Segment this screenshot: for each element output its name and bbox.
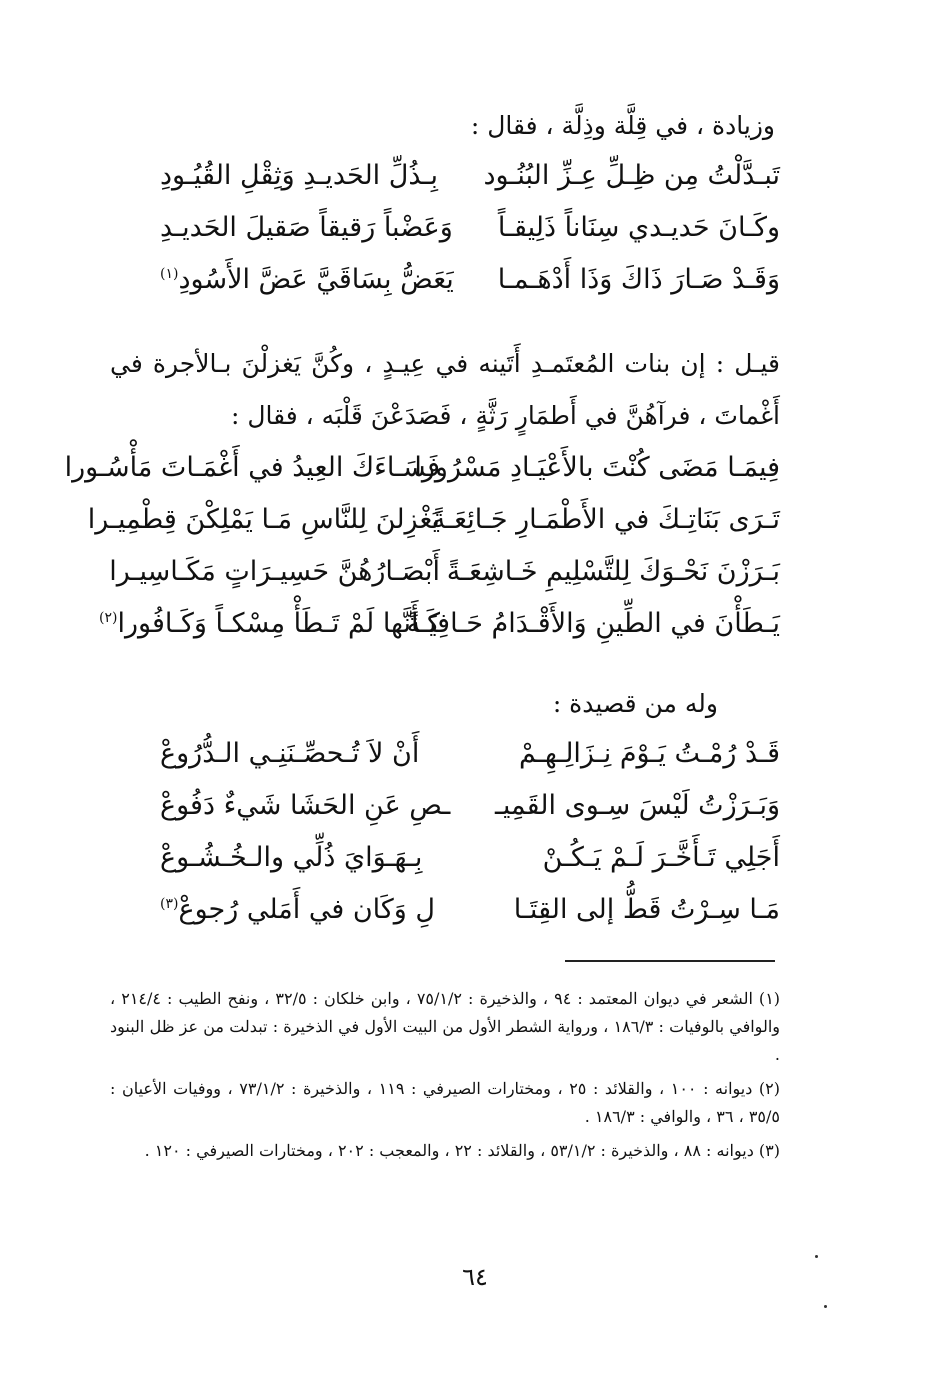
first-hemistich: أَجَلِي تَـأَخَّـرَ لَـمْ يَـكُـنْ bbox=[542, 842, 780, 873]
footnote: (٢) ديوانه : ١٠٠ ، والقلائد : ٢٥ ، ومختارات الصيرفي : ١١٩ ، والذخيرة : ٧٣/١/٢ ، ووفيات الأعيان : ٣٥/٥ ، ٣٦ ، والوافي : ١٨٦/٣ . bbox=[110, 1079, 781, 1126]
second-hemistich: يَغْزِلنَ لِلنَّاسِ مَـا يَمْلِكْنَ قِطْمِيـرا bbox=[87, 504, 440, 535]
second-hemistich: ـصِ عَنِ الحَشَا شَيءٌ دَفُوعْ bbox=[160, 790, 451, 821]
verse-line bbox=[110, 790, 780, 842]
second-hemistich bbox=[160, 894, 490, 925]
first-hemistich: تَـرَى بَنَاتِـكَ في الأَطْمَـارِ جَـائِعَـةً bbox=[431, 504, 780, 535]
narrative-paragraph: قيـل : إن بنات المُعتَمـدِ أَتَينه في عِيـدٍ ، وكُنَّ يَغزلْنَ بـالأجرة في أَغْماتَ ، فرآهُنَّ في أَطمَارٍ رَثَّةٍ ، فَصَدَعْنَ قَلْبَه ، فقال : bbox=[110, 349, 780, 430]
hemistich-text: لِ وَكَان في أَمَلي رُجوعْ bbox=[178, 894, 435, 925]
first-hemistich: بَـرَزْنَ نَحْـوَكَ لِلتَّسْلِيمِ خَـاشِعَـةً bbox=[446, 556, 780, 587]
first-hemistich: وَبَـرَزْتُ لَيْسَ سِـوى القَمِيـ bbox=[494, 790, 780, 821]
scan-speck bbox=[815, 1255, 818, 1258]
footnote: (٣) ديوانه : ٨٨ ، والذخيرة : ٥٣/١/٢ ، والقلائد : ٢٢ ، والمعجب : ٢٠٢ ، ومختارات الصيرفي : ١٢٠ . bbox=[144, 1141, 780, 1160]
verse-line bbox=[87, 504, 780, 556]
first-hemistich: وكَـانَ حَديـدي سِنَاناً ذَلِيقـاً bbox=[497, 212, 780, 243]
footnote-marker: (٢) bbox=[99, 610, 118, 626]
second-hemistich bbox=[160, 264, 490, 295]
verse-line bbox=[110, 894, 780, 946]
first-hemistich: تَبـدَّلْتُ مِن ظِـلِّ عِـزِّ البُنُـود bbox=[483, 160, 780, 191]
first-hemistich: يَـطَأْنَ في الطِّينِ وَالأَقْـدَامُ حَـافِيَـةً bbox=[406, 608, 780, 639]
second-hemistich: وَعَضْباً رَقيقاً صَقيلَ الحَديـدِ bbox=[160, 212, 453, 243]
footnotes bbox=[110, 985, 780, 1171]
verse-line bbox=[99, 608, 780, 660]
poem-3 bbox=[110, 738, 780, 946]
footnote: (١) الشعر في ديوان المعتمد : ٩٤ ، والذخيرة : ٧٥/١/٢ ، وابن خلكان : ٣٢/٥ ، ونفح الطيب : ٢١٤/٤ ، والوافي بالوفيات : ١٨٦/٣ ، ورواية الشطر الأول من البيت الأول في الذخيرة : تبدلت من عز ظل البنود . bbox=[110, 989, 781, 1064]
second-hemistich bbox=[99, 608, 440, 639]
scan-speck bbox=[824, 1305, 827, 1308]
poem-intro: وله من قصيدة : bbox=[552, 689, 718, 718]
first-hemistich: فِيمَـا مَضَى كُنْتَ بالأَعْيَـادِ مَسْرُورا bbox=[414, 452, 780, 483]
footnote-divider bbox=[565, 960, 775, 962]
poem-2 bbox=[64, 452, 780, 660]
page-number: ٦٤ bbox=[462, 1263, 488, 1291]
footnote-marker: (١) bbox=[160, 266, 179, 282]
verse-line bbox=[110, 556, 780, 608]
first-hemistich: وَقَـدْ صَـارَ ذَاكَ وَذَا أَدْهَـمـا bbox=[497, 264, 780, 295]
second-hemistich: بِـهَـوَايَ ذُلِّي والـخُـشُـوعْ bbox=[160, 842, 423, 873]
intro-line: وزيادة ، في قِلَّة وذِلَّة ، فقال : bbox=[470, 111, 775, 140]
first-hemistich: مَـا سِـرْتُ قَطُّ إلى القِتَـا bbox=[513, 894, 780, 925]
verse-line bbox=[110, 842, 780, 894]
second-hemistich: فَسَـاءَكَ العِيدُ في أَغْمَـاتَ مَأْسُـورا bbox=[64, 452, 440, 483]
footnote-marker: (٣) bbox=[160, 896, 179, 912]
hemistich-text: يَعَضُّ بِسَاقَيَّ عَضَّ الأَسُودِ bbox=[178, 264, 454, 295]
verse-line bbox=[64, 452, 780, 504]
verse-line bbox=[110, 738, 780, 790]
verse-line bbox=[110, 160, 780, 212]
second-hemistich: بِـذُلِّ الحَديـدِ وَثِقْلِ القُيُـودِ bbox=[160, 160, 438, 191]
verse-line bbox=[110, 264, 780, 316]
hemistich-text: كَـأَنَّها لَمْ تَـطَأْ مِسْكـاً وَكَـافُورا bbox=[117, 608, 440, 639]
verse-line bbox=[110, 212, 780, 264]
second-hemistich: أَنْ لاَ تُـحصِّـنَنِـي الـدُّرُوعْ bbox=[160, 738, 420, 769]
second-hemistich: أَبْصَـارُهُنَّ حَسِيـرَاتٍ مَكَـاسِيـرا bbox=[109, 556, 440, 587]
poem-1 bbox=[110, 160, 780, 316]
first-hemistich: قَـدْ رُمْـتُ يَـوْمَ نِـزَالِـهِـمْ bbox=[518, 738, 780, 769]
